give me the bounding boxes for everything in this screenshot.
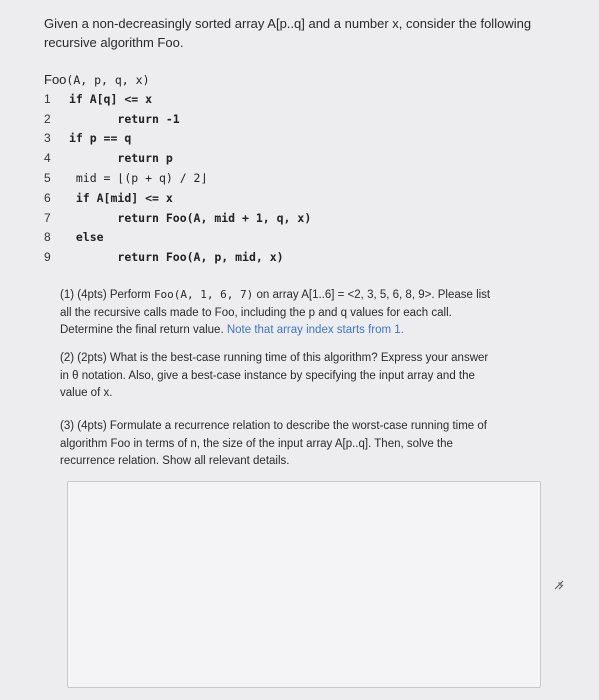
code-text: return p [117,151,173,166]
code-line-6 [44,189,564,209]
answer-textarea[interactable] [67,481,541,688]
code-line-1 [44,90,564,110]
question-1-line-1 [60,286,550,305]
line-number: 6 [44,190,51,205]
line-number: 9 [44,250,51,265]
question-1-line-2: all the recursive calls made to Foo, including the p and q values for each call. [60,306,452,319]
code-line-9 [44,248,564,268]
q1-call: Foo(A, 1, 6, 7) [153,288,254,301]
line-number: 4 [44,151,51,166]
line-number: 1 [44,91,51,106]
code-line-4 [44,149,564,169]
code-line-7 [44,209,564,229]
line-number: 3 [44,131,51,146]
signature-name: Foo [44,72,67,87]
question-1-line-3 [60,322,550,340]
code-text: return Foo(A, mid + 1, q, x) [117,210,312,225]
code-text: if p == q [68,131,132,146]
code-text: if A[mid] <= x [75,190,173,205]
code-signature [44,70,564,90]
code-text: return -1 [117,111,180,126]
line-number: 2 [44,111,51,126]
resize-handle-icon[interactable] [553,578,565,590]
intro-line-2: recursive algorithm Foo. [44,35,184,50]
question-2 [60,350,550,403]
code-line-2 [44,110,564,130]
code-line-3 [44,129,564,149]
line-number: 5 [44,170,51,185]
intro-text [44,14,564,52]
line-number: 7 [44,210,51,225]
question-3 [60,418,550,471]
code-text: if A[q] <= x [68,91,153,106]
question-2-line-3: value of x. [60,387,113,399]
q1-note: Note that array index starts from 1. [226,324,404,336]
question-2-line-2: in θ notation. Also, give a best-case instance by specifying the input array and the [60,369,475,382]
question-3-line-3: recurrence relation. Show all relevant details. [60,455,290,467]
question-1 [60,286,550,340]
code-line-5 [44,169,564,189]
code-block [44,70,564,268]
signature-args: (A, p, q, x) [66,73,150,87]
intro-line-1: Given a non-decreasingly sorted array A[p..q] and a number x, consider the following [44,16,532,31]
question-3-line-2: algorithm Foo in terms of n, the size of the input array A[p..q]. Then, solve the [60,437,453,450]
code-line-8 [44,228,564,248]
q1-line3: Determine the final return value. [60,324,227,336]
q1-prefix: (1) (4pts) Perform [60,289,154,301]
question-3-line-1: (3) (4pts) Formulate a recurrence relation to describe the worst-case running time of [60,420,487,432]
question-2-line-1: (2) (2pts) What is the best-case running time of this algorithm? Express your answer [60,352,489,364]
code-text: return Foo(A, p, mid, x) [117,250,284,265]
code-text: mid = ⌊(p + q) / 2⌋ [75,170,208,185]
q1-rest: on array A[1..6] = <2, 3, 5, 6, 8, 9>. Please list [253,289,491,301]
code-text: else [75,230,104,245]
line-number: 8 [44,230,51,245]
